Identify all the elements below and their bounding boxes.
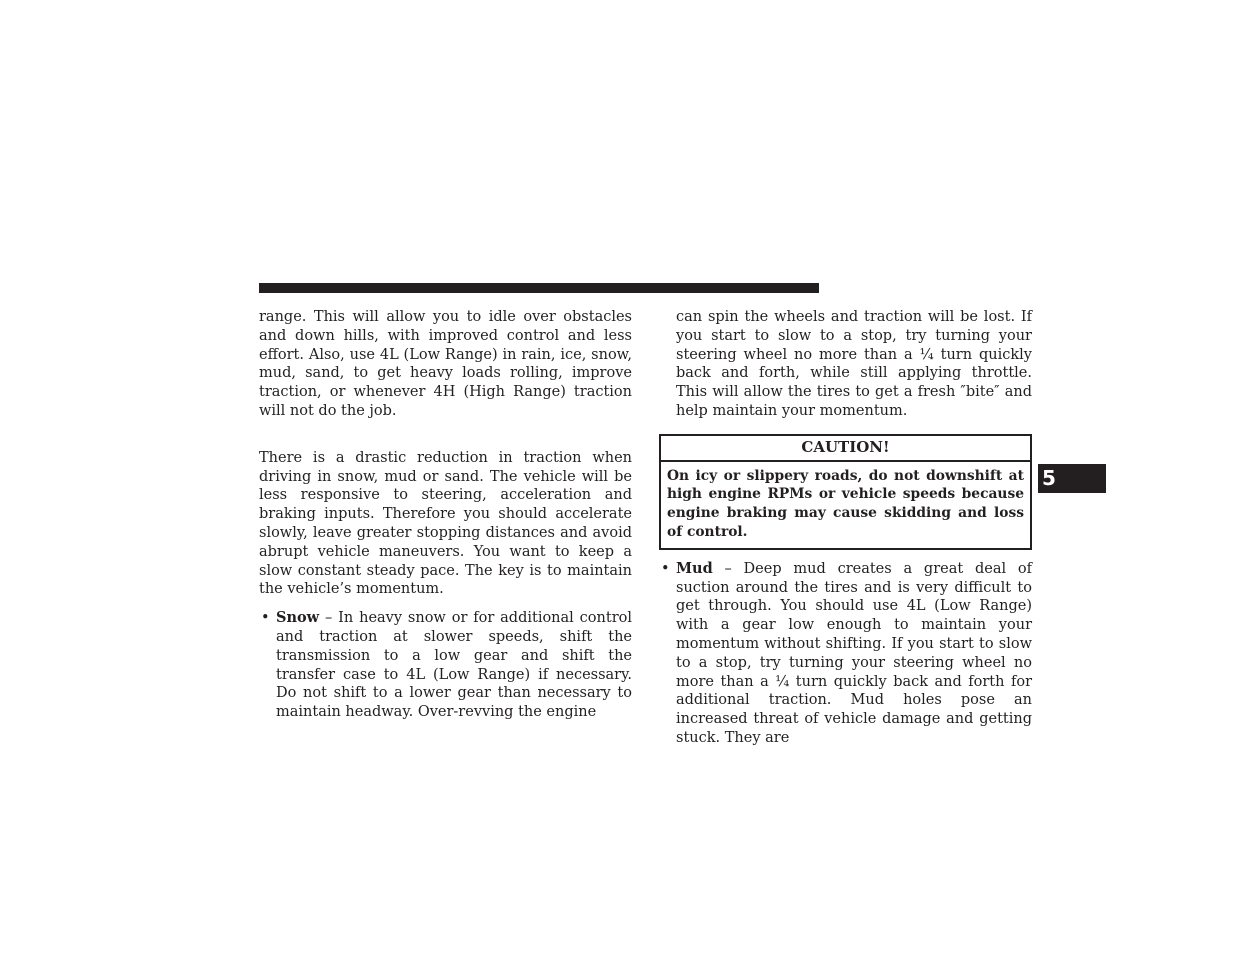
bullet-icon: • xyxy=(661,560,670,577)
bullet-icon: • xyxy=(261,610,270,627)
bullet-term: Snow xyxy=(276,609,320,627)
body-paragraph: can spin the wheels and traction will be lost. If you start to slow to a stop, try turning your steering wheel no more than a ¼ turn quickly back and forth, while still applying throttle. This will allow the tires to get a fresh ″bite″ and help maintain your momentum. xyxy=(676,309,1032,419)
caution-box xyxy=(659,434,1032,550)
bullet-text: – Deep mud creates a great deal of suction around the tires and is very difficult to get through. You should use 4L (Low Range) with a gear low enough to maintain your momentum without shifting. If you start to slow to a stop, try turning your steering wheel no more than a ¼ turn quickly back and forth for additional traction. Mud holes pose an increased threat of vehicle damage and getting stuck. They are xyxy=(676,560,1032,746)
left-column xyxy=(259,308,632,722)
right-column xyxy=(659,308,1032,748)
bullet-term: Mud xyxy=(676,559,713,577)
caution-text: On icy or slippery roads, do not downshift at high engine RPMs or vehicle speeds because engine braking may cause skidding and loss of control. xyxy=(667,467,1024,540)
bullet-mud xyxy=(659,560,1032,748)
bullet-text: – In heavy snow or for additional control and traction at slower speeds, shift the transmission to a low gear and shift the transfer case to 4L (Low Range) if necessary. Do not shift to a lower gear than necessary to maintain headway. Over-revving the engine xyxy=(276,610,632,721)
header-rule xyxy=(259,283,819,293)
body-paragraph: There is a drastic reduction in traction when driving in snow, mud or sand. The vehicle will be less responsive to steering, acceleration and braking inputs. Therefore you should accelerate slowly, leave greater stopping distances and avoid abrupt vehicle maneuvers. You want to keep a slow constant steady pace. The key is to maintain the vehicle’s momentum. xyxy=(259,449,632,598)
body-paragraph: range. This will allow you to idle over obstacles and down hills, with improved control and less effort. Also, use 4L (Low Range) in rain, ice, snow, mud, sand, to get heavy loads rolling, improve traction, or whenever 4H (High Range) traction will not do the job. xyxy=(259,309,632,419)
caution-title: CAUTION! xyxy=(661,436,1030,462)
bullet-snow xyxy=(259,609,632,722)
chapter-tab: 5 xyxy=(1038,464,1106,493)
